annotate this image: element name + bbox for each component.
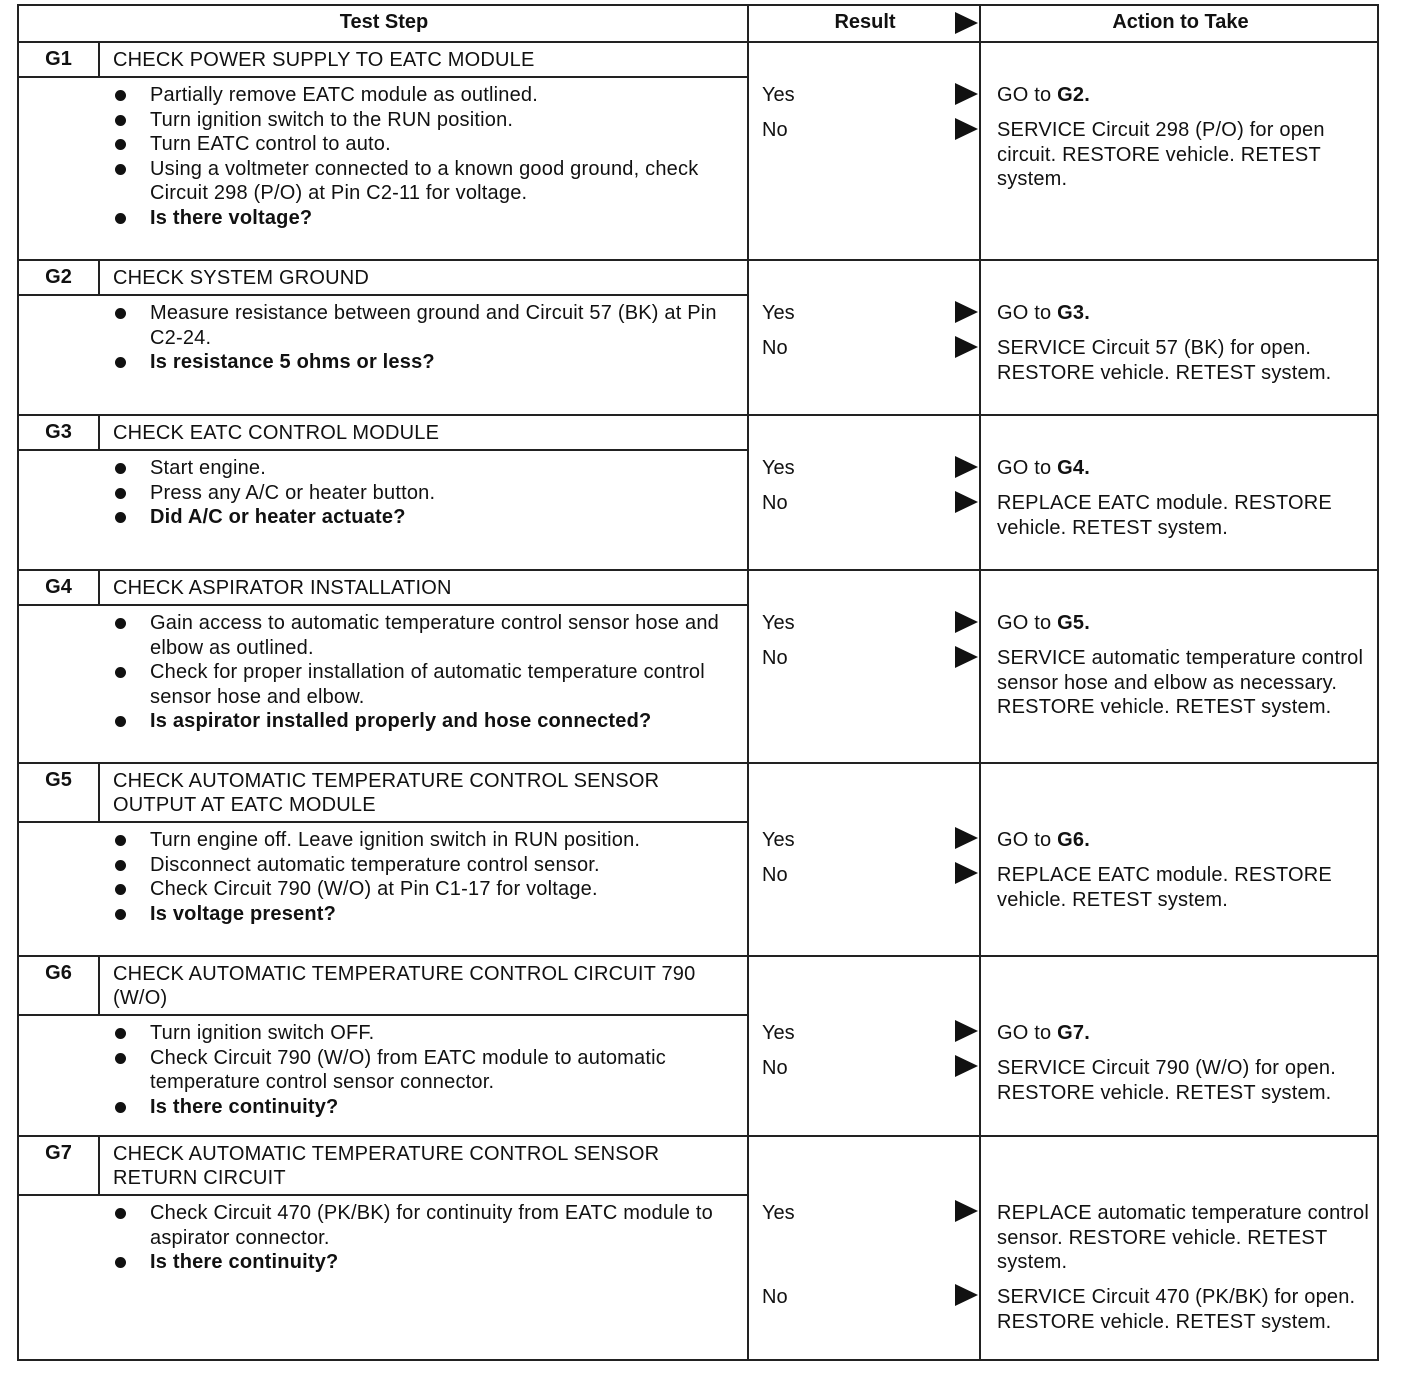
action-yes xyxy=(997,828,1372,853)
result-no: No xyxy=(762,119,788,141)
step-instructions xyxy=(109,1201,739,1275)
action-yes-target: G2. xyxy=(1057,84,1090,106)
step-code: G4 xyxy=(19,571,100,604)
step-code: G6 xyxy=(19,957,100,1014)
result-no: No xyxy=(762,864,788,886)
action-yes-target: G4. xyxy=(1057,457,1090,479)
instruction-item: Check for proper installation of automatic temperature control sensor hose and elbow. xyxy=(109,660,739,709)
action-yes xyxy=(997,1021,1372,1046)
instruction-item: Check Circuit 790 (W/O) from EATC module to automatic temperature control sensor connector. xyxy=(109,1046,739,1095)
question-item: Is resistance 5 ohms or less? xyxy=(109,350,739,375)
instruction-item: Gain access to automatic temperature control sensor hose and elbow as outlined. xyxy=(109,611,739,660)
step-title: CHECK AUTOMATIC TEMPERATURE CONTROL SENSOR OUTPUT AT EATC MODULE xyxy=(113,770,660,816)
result-no: No xyxy=(762,647,788,669)
result-yes: Yes xyxy=(762,1202,795,1224)
header-test-step: Test Step xyxy=(339,11,429,33)
question-item: Did A/C or heater actuate? xyxy=(109,505,739,530)
arrow-no-icon xyxy=(955,1284,978,1306)
action-yes xyxy=(997,456,1372,481)
result-no: No xyxy=(762,1286,788,1308)
step-instructions xyxy=(109,456,739,530)
instruction-item: Partially remove EATC module as outlined. xyxy=(109,83,739,108)
step-title: CHECK AUTOMATIC TEMPERATURE CONTROL CIRCUIT 790 (W/O) xyxy=(113,963,696,1009)
step-code: G1 xyxy=(19,43,100,76)
arrow-yes-icon xyxy=(955,1020,978,1042)
arrow-no-icon xyxy=(955,646,978,668)
action-yes-target: G7. xyxy=(1057,1022,1090,1044)
table-row-g1 xyxy=(19,43,1377,261)
step-title-bar xyxy=(19,764,749,823)
instruction-item: Using a voltmeter connected to a known good ground, check Circuit 298 (P/O) at Pin C2-11 for voltage. xyxy=(109,157,739,206)
instruction-item: Measure resistance between ground and Circuit 57 (BK) at Pin C2-24. xyxy=(109,301,739,350)
instruction-item: Check Circuit 470 (PK/BK) for continuity from EATC module to aspirator connector. xyxy=(109,1201,739,1250)
instruction-item: Start engine. xyxy=(109,456,739,481)
result-no: No xyxy=(762,337,788,359)
step-title-bar xyxy=(19,1137,749,1196)
step-title-bar xyxy=(19,957,749,1016)
header-action: Action to Take xyxy=(1112,11,1249,33)
step-title: CHECK ASPIRATOR INSTALLATION xyxy=(113,577,452,599)
step-instructions xyxy=(109,828,739,926)
step-code: G3 xyxy=(19,416,100,449)
step-title: CHECK EATC CONTROL MODULE xyxy=(113,422,440,444)
table-header xyxy=(19,6,1377,43)
step-title: CHECK POWER SUPPLY TO EATC MODULE xyxy=(113,49,535,71)
result-yes: Yes xyxy=(762,457,795,479)
arrow-yes-icon xyxy=(955,611,978,633)
arrow-yes-icon xyxy=(955,301,978,323)
step-code: G2 xyxy=(19,261,100,294)
action-no: SERVICE Circuit 298 (P/O) for open circuit. RESTORE vehicle. RETEST system. xyxy=(997,119,1325,190)
arrow-yes-icon xyxy=(955,1200,978,1222)
step-title: CHECK SYSTEM GROUND xyxy=(113,267,370,289)
instruction-item: Check Circuit 790 (W/O) at Pin C1-17 for voltage. xyxy=(109,877,739,902)
step-title-bar xyxy=(19,43,749,78)
question-item: Is there continuity? xyxy=(109,1250,739,1275)
result-yes: Yes xyxy=(762,612,795,634)
action-yes-prefix: GO to xyxy=(997,84,1058,106)
action-yes: REPLACE automatic temperature control sensor. RESTORE vehicle. RETEST system. xyxy=(997,1202,1370,1273)
diagnostic-table xyxy=(17,4,1379,1361)
header-arrow-icon xyxy=(955,12,978,34)
step-title: CHECK AUTOMATIC TEMPERATURE CONTROL SENSOR RETURN CIRCUIT xyxy=(113,1143,660,1189)
action-yes-prefix: GO to xyxy=(997,302,1058,324)
action-no: REPLACE EATC module. RESTORE vehicle. RETEST system. xyxy=(997,492,1332,539)
step-title-bar xyxy=(19,416,749,451)
question-item: Is there continuity? xyxy=(109,1095,739,1120)
action-no: REPLACE EATC module. RESTORE vehicle. RETEST system. xyxy=(997,864,1332,911)
question-item: Is aspirator installed properly and hose connected? xyxy=(109,709,739,734)
action-yes-target: G5. xyxy=(1057,612,1090,634)
table-row-g3 xyxy=(19,416,1377,571)
arrow-no-icon xyxy=(955,1055,978,1077)
step-title-bar xyxy=(19,571,749,606)
table-row-g2 xyxy=(19,261,1377,416)
instruction-item: Turn EATC control to auto. xyxy=(109,132,739,157)
step-instructions xyxy=(109,611,739,734)
action-yes-prefix: GO to xyxy=(997,1022,1058,1044)
action-yes-prefix: GO to xyxy=(997,829,1058,851)
action-yes-target: G6. xyxy=(1057,829,1090,851)
action-no: SERVICE Circuit 790 (W/O) for open. RESTORE vehicle. RETEST system. xyxy=(997,1057,1336,1104)
step-title-bar xyxy=(19,261,749,296)
action-yes xyxy=(997,83,1372,108)
question-item: Is voltage present? xyxy=(109,902,739,927)
arrow-yes-icon xyxy=(955,83,978,105)
action-no: SERVICE Circuit 57 (BK) for open. RESTORE vehicle. RETEST system. xyxy=(997,337,1332,384)
instruction-item: Turn engine off. Leave ignition switch in RUN position. xyxy=(109,828,739,853)
step-code: G7 xyxy=(19,1137,100,1194)
arrow-no-icon xyxy=(955,336,978,358)
step-instructions xyxy=(109,1021,739,1119)
action-yes-prefix: GO to xyxy=(997,612,1058,634)
result-yes: Yes xyxy=(762,84,795,106)
question-item: Is there voltage? xyxy=(109,206,739,231)
action-yes xyxy=(997,611,1372,636)
arrow-no-icon xyxy=(955,118,978,140)
action-yes-target: G3. xyxy=(1057,302,1090,324)
arrow-no-icon xyxy=(955,491,978,513)
instruction-item: Turn ignition switch OFF. xyxy=(109,1021,739,1046)
instruction-item: Press any A/C or heater button. xyxy=(109,481,739,506)
table-row-g5 xyxy=(19,764,1377,957)
step-instructions xyxy=(109,83,739,230)
instruction-item: Disconnect automatic temperature control sensor. xyxy=(109,853,739,878)
step-code: G5 xyxy=(19,764,100,821)
action-yes xyxy=(997,301,1372,326)
result-no: No xyxy=(762,492,788,514)
arrow-yes-icon xyxy=(955,827,978,849)
result-no: No xyxy=(762,1057,788,1079)
arrow-yes-icon xyxy=(955,456,978,478)
result-yes: Yes xyxy=(762,829,795,851)
table-row-g6 xyxy=(19,957,1377,1137)
result-yes: Yes xyxy=(762,302,795,324)
header-result: Result xyxy=(834,11,896,33)
instruction-item: Turn ignition switch to the RUN position. xyxy=(109,108,739,133)
table-row-g4 xyxy=(19,571,1377,764)
step-instructions xyxy=(109,301,739,375)
table-row-g7 xyxy=(19,1137,1377,1359)
result-yes: Yes xyxy=(762,1022,795,1044)
action-no: SERVICE Circuit 470 (PK/BK) for open. RESTORE vehicle. RETEST system. xyxy=(997,1286,1356,1333)
action-yes-prefix: GO to xyxy=(997,457,1058,479)
arrow-no-icon xyxy=(955,862,978,884)
action-no: SERVICE automatic temperature control sensor hose and elbow as necessary. RESTORE vehicle. RETEST system. xyxy=(997,647,1364,718)
